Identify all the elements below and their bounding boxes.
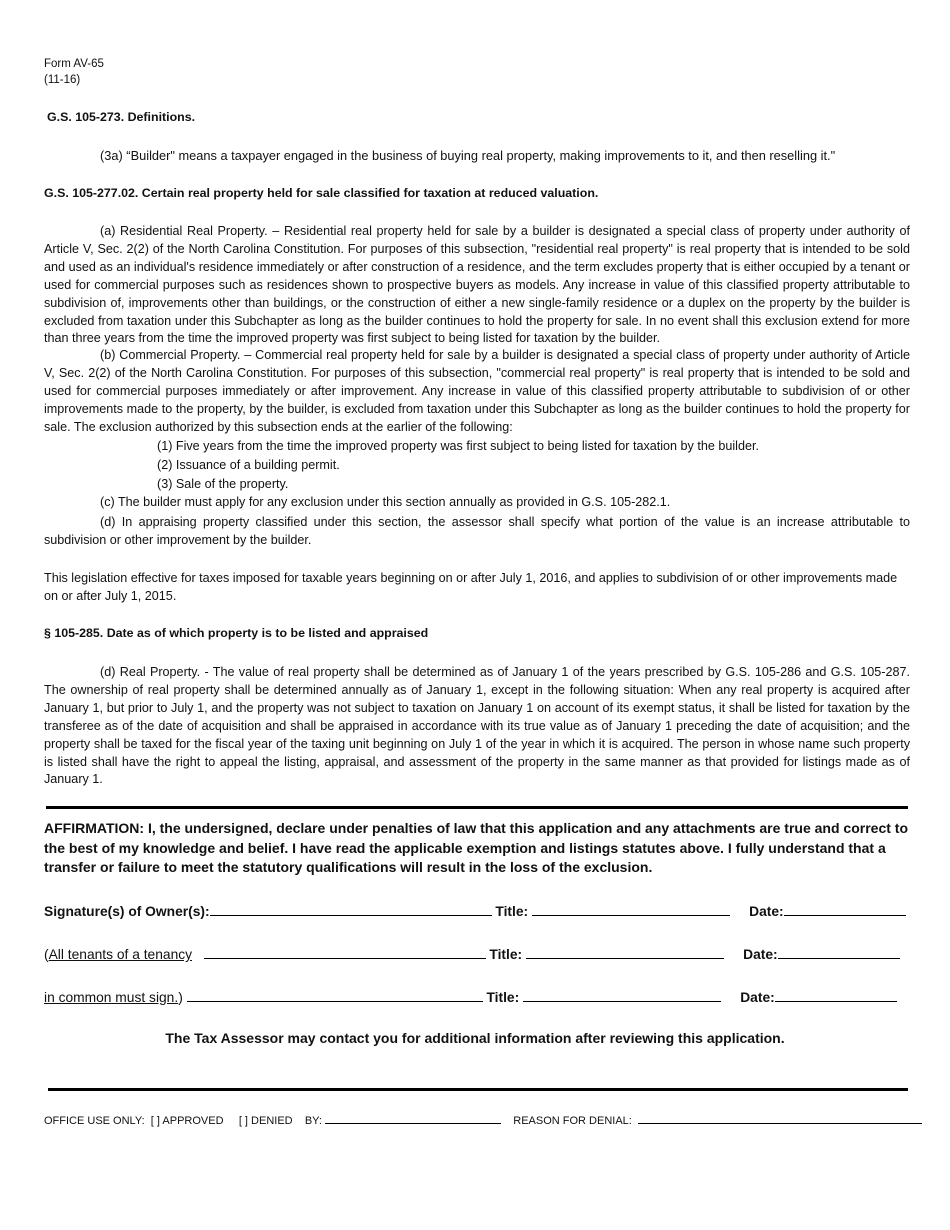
reason-field[interactable] — [638, 1113, 922, 1124]
paragraph-a — [44, 223, 910, 348]
tenant-signature-row — [44, 944, 900, 962]
by-label: BY: — [304, 1115, 322, 1127]
office-use-label: OFFICE USE ONLY: — [44, 1115, 145, 1127]
common-note: in common must sign. — [44, 990, 179, 1005]
common-signature-field[interactable] — [187, 987, 483, 1002]
paragraph-d-text: (d) In appraising property classified under this section, the assessor shall specify what portion of the value is an increase attributable to subdivision or other improvement by the builder. — [44, 515, 910, 547]
paragraph-285d — [44, 664, 910, 789]
date-label: Date: — [743, 947, 778, 962]
common-close-paren: ) — [178, 990, 183, 1005]
title-label: Title: — [486, 990, 520, 1005]
by-field[interactable] — [325, 1113, 501, 1124]
paragraph-b — [44, 347, 910, 437]
list-item: (3) Sale of the property. — [157, 477, 289, 491]
denied-checkbox[interactable]: [ ] DENIED — [238, 1115, 293, 1127]
divider — [46, 806, 908, 809]
reason-label: REASON FOR DENIAL: — [513, 1115, 632, 1127]
title-field[interactable] — [523, 987, 721, 1002]
effective-note: This legislation effective for taxes imposed for taxable years beginning on or after July 1, 2016, and applies to subdivision of or other improvements made on or after July 1, 2015. — [44, 571, 898, 603]
builder-definition: (3a) “Builder" means a taxpayer engaged in the business of buying real property, making improvements to it, and then reselling it." — [100, 148, 836, 163]
office-use-row — [44, 1113, 922, 1127]
form-number: Form AV-65 — [44, 58, 104, 70]
paragraph-b-text: (b) Commercial Property. – Commercial real property held for sale by a builder is designated a special class of property under authority of Article V, Sec. 2(2) of the North Carolina Constitution. For purposes of this subsection, "commercial real property" is real property that is intended to be sold and used for commercial purposes immediately or after improvement. Any increase in value of this classified property attributable to subdivision of or other improvements made to the property, by the builder, is excluded from taxation under this Subchapter as long as the builder continues to hold the property for sale. The exclusion authorized by this subsection ends at the earlier of the following: — [44, 348, 910, 434]
form-revision: (11-16) — [44, 74, 81, 86]
date-label: Date: — [740, 990, 775, 1005]
date-field[interactable] — [775, 987, 897, 1002]
title-field[interactable] — [526, 944, 724, 959]
paragraph-c: (c) The builder must apply for any exclusion under this section annually as provided in G.S. 105-282.1. — [100, 495, 671, 509]
owner-signature-field[interactable] — [210, 901, 492, 916]
date-field[interactable] — [784, 901, 906, 916]
tenant-signature-field[interactable] — [204, 944, 486, 959]
owner-signature-row — [44, 901, 906, 919]
date-field[interactable] — [778, 944, 900, 959]
section-285-heading: § 105-285. Date as of which property is to be listed and appraised — [44, 626, 429, 640]
owner-signature-label: Signature(s) of Owner(s): — [44, 904, 210, 919]
divider — [48, 1088, 908, 1091]
title-label: Title: — [495, 904, 529, 919]
title-label: Title: — [489, 947, 523, 962]
title-field[interactable] — [532, 901, 730, 916]
date-label: Date: — [749, 904, 784, 919]
paragraph-d — [44, 514, 910, 550]
list-item: (2) Issuance of a building permit. — [157, 458, 340, 472]
paragraph-285d-text: (d) Real Property. - The value of real property shall be determined as of January 1 of the years prescribed by G.S. 105-286 and G.S. 105-287. The ownership of real property shall be determined annually as of January 1, except in the following situation: When any real property is acquired after January 1, but prior to July 1, and the property was not subject to taxation on January 1 on account of its exempt status, it shall be listed for taxation by the transferee as of the date of acquisition and shall be appraised in accordance with its true value as of January 1 preceding the date of acquisition; and the property shall be taxed for the fiscal year of the taxing unit beginning on July 1 of the year in which it is acquired. The person in whose name such property is listed shall have the right to appeal the listing, appraisal, and assessment of the property in the same manner as that provided for listings made as of January 1. — [44, 665, 910, 787]
definitions-heading: G.S. 105-273. Definitions. — [47, 110, 196, 124]
tenants-open-paren: ( — [44, 947, 49, 962]
tenants-note: All tenants of a tenancy — [48, 947, 193, 962]
common-signature-row — [44, 987, 897, 1005]
contact-note: The Tax Assessor may contact you for additional information after reviewing this application. — [165, 1030, 785, 1046]
affirmation: AFFIRMATION: I, the undersigned, declare under penalties of law that this application and any attachments are true and correct to the best of my knowledge and belief. I have read the applicable exemption and listings statutes above. I fully understand that a transfer or failure to meet the statutory qualifications will result in the loss of the exclusion. — [44, 820, 908, 875]
paragraph-a-text: (a) Residential Real Property. – Residential real property held for sale by a builder is designated a special class of property under authority of Article V, Sec. 2(2) of the North Carolina Constitution. For purposes of this subsection, "residential real property" is real property that is intended to be sold and used as an individual's residence immediately or after construction of a residence, and the term excludes property that is either occupied by a tenant or used for commercial purposes such as residences shown to prospective buyers as models. Any increase in value of this classified property attributable to subdivision of, improvements other than buildings, or the construction of either a new single-family residence or a duplex on the property by the builder is excluded from taxation under this Subchapter as long as the builder continues to hold the property for sale. In no event shall this exclusion extend for more than three years from the time the improved property was first subject to being listed for taxation by the builder. — [44, 224, 910, 346]
section-27702-heading: G.S. 105-277.02. Certain real property held for sale classified for taxation at reduced valuation. — [44, 186, 599, 200]
approved-checkbox[interactable]: [ ] APPROVED — [150, 1115, 224, 1127]
list-item: (1) Five years from the time the improved property was first subject to being listed for taxation by the builder. — [157, 439, 759, 453]
